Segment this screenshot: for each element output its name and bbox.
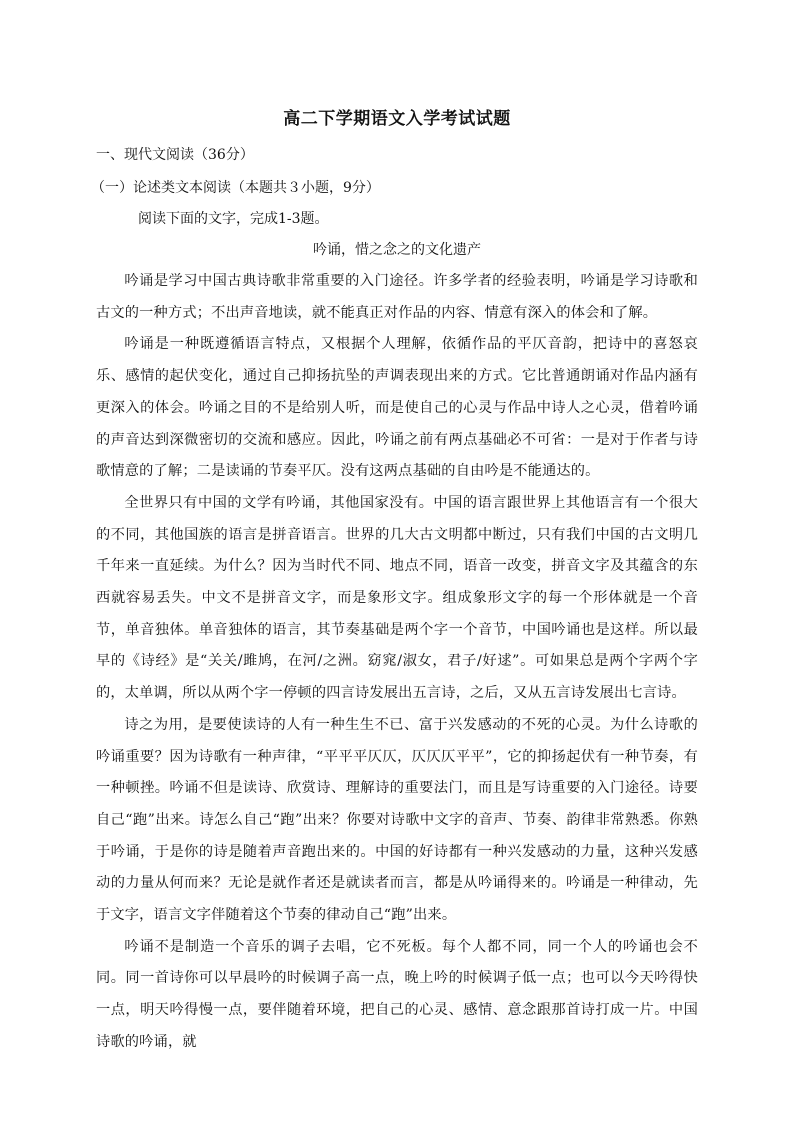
section-heading-modern-reading: 一、现代文阅读（36分） <box>96 147 254 163</box>
article-paragraph: 全世界只有中国的文学有吟诵，其他国家没有。中国的语言跟世界上其他语言有一个很大的不同，其他国族的语言是拼音语言。世界的几大古文明都中断过，只有我们中国的古文明几千年来一直延续。为什么？因为当时代不同、地点不同，语音一改变，拼音文字及其蕴含的东西就容易丢失。中文不是拼音文字，而是象形文字。组成象形文字的每一个形体就是一个音节，单音独体。单音独体的语言，其节奏基础是两个字一个音节，中国吟诵也是这样。所以最早的《诗经》是“关关/雎鸠，在河/之洲。窈窕/淑女，君子/好逑”。可如果总是两个字两个字的，太单调，所以从两个字一停顿的四言诗发展出五言诗，之后，又从五言诗发展出七言诗。 <box>96 494 698 702</box>
subsection-heading-argumentative-reading: （一）论述类文本阅读（本题共３小题，9分） <box>91 180 380 196</box>
article-paragraph: 吟诵是一种既遵循语言特点，又根据个人理解，依循作品的平仄音韵，把诗中的喜怒哀乐、感情的起伏变化，通过自己抑扬抗坠的声调表现出来的方式。它比普通朗诵对作品内涵有更深入的体会。吟诵之目的不是给别人听，而是使自己的心灵与作品中诗人之心灵，借着吟诵的声音达到深微密切的交流和感应。因此，吟诵之前有两点基础必不可省：一是对于作者与诗歌情意的了解；二是读诵的节奏平仄。没有这两点基础的自由吟是不能通达的。 <box>96 336 698 480</box>
article-title: 吟诵，惜之念之的文化遗产 <box>313 242 481 258</box>
article-paragraph: 吟诵不是制造一个音乐的调子去唱，它不死板。每个人都不同，同一个人的吟诵也会不同。同一首诗你可以早晨吟的时候调子高一点，晚上吟的时候调子低一点；也可以今天吟得快一点，明天吟得慢一点，要伴随着环境，把自己的心灵、感情、意念跟那首诗打成一片。中国诗歌的吟诵，就 <box>96 938 698 1050</box>
article-paragraph: 吟诵是学习中国古典诗歌非常重要的入门途径。许多学者的经验表明，吟诵是学习诗歌和古文的一种方式；不出声音地读，就不能真正对作品的内容、情意有深入的体会和了解。 <box>96 273 698 321</box>
exam-title: 高二下学期语文入学考试试题 <box>283 109 511 129</box>
article-body <box>96 266 698 1059</box>
reading-instruction: 阅读下面的文字，完成1-3题。 <box>138 211 329 227</box>
article-paragraph: 诗之为用，是要使读诗的人有一种生生不已、富于兴发感动的不死的心灵。为什么诗歌的吟诵重要？因为诗歌有一种声律，“平平平仄仄，仄仄仄平平”，它的抑扬起伏有一种节奏，有一种顿挫。吟诵不但是读诗、欣赏诗、理解诗的重要法门，而且是写诗重要的入门途径。诗要自己“跑”出来。诗怎么自己“跑”出来？你要对诗歌中文字的音声、节奏、韵律非常熟悉。你熟于吟诵，于是你的诗是随着声音跑出来的。中国的好诗都有一种兴发感动的力量，这种兴发感动的力量从何而来？无论是就作者还是就读者而言，都是从吟诵得来的。吟诵是一种律动，先于文字，语言文字伴随着这个节奏的律动自己“跑”出来。 <box>96 716 698 924</box>
